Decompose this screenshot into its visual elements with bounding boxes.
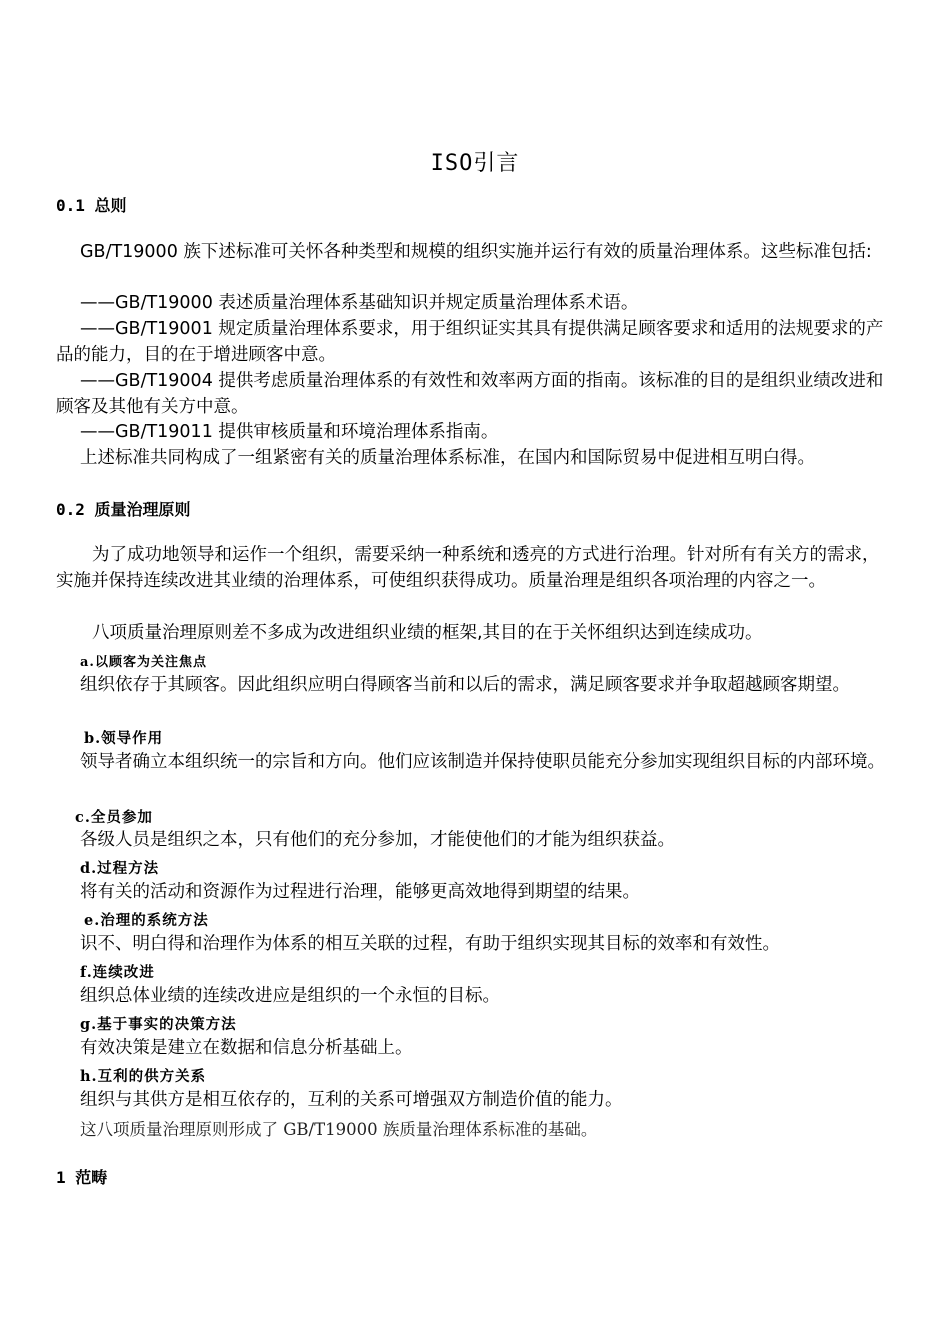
principle-text-b: 领导者确立本组织统一的宗旨和方向。他们应该制造并保持使职员能充分参加实现组织目标的内部环境。 (80, 752, 885, 772)
principle-label-a: a.以顾客为关注焦点 (80, 655, 207, 670)
section-0-2-paragraph-1: 为了成功地领导和运作一个组织，需要采纳一种系统和透亮的方式进行治理。针对所有有关方的需求，实施并保持连续改进其业绩的治理体系，可使组织获得成功。质量治理是组织各项治理的内容之一。 (56, 545, 880, 591)
section-0-1-conclusion: 上述标准共同构成了一组紧密有关的质量治理体系标准，在国内和国际贸易中促进相互明白得。 (80, 448, 815, 468)
principle-label-d: d.过程方法 (80, 860, 160, 877)
section-0-2-closing: 这八项质量治理原则形成了 GB/T19000 族质量治理体系标准的基础。 (80, 1120, 598, 1139)
principle-text-h: 组织与其供方是相互依存的，互利的关系可增强双方制造价值的能力。 (80, 1090, 623, 1110)
standard-item-19000: ——GB/T19000 表述质量治理体系基础知识并规定质量治理体系术语。 (80, 293, 639, 313)
principle-text-g: 有效决策是建立在数据和信息分析基础上。 (80, 1038, 413, 1058)
principle-label-e: e.治理的系统方法 (84, 912, 209, 929)
principle-text-c: 各级人员是组织之本，只有他们的充分参加，才能使他们的才能为组织获益。 (80, 830, 675, 850)
standard-item-19001: ——GB/T19001 规定质量治理体系要求，用于组织证实其具有提供满足顾客要求和适用的法规要求的产品的能力，目的在于增进顾客中意。 (56, 319, 884, 365)
standard-item-19011: ——GB/T19011 提供审核质量和环境治理体系指南。 (80, 422, 499, 442)
principle-label-g: g.基于事实的决策方法 (80, 1016, 237, 1033)
principle-text-f: 组织总体业绩的连续改进应是组织的一个永恒的目标。 (80, 986, 500, 1006)
section-0-1-intro: GB/T19000 族下述标准可关怀各种类型和规模的组织实施并运行有效的质量治理体系。这些标准包括: (80, 242, 872, 262)
page-title: ISO引言 (430, 151, 520, 176)
section-heading-1: 1 范畴 (56, 1168, 108, 1187)
principle-text-e: 识不、明白得和治理作为体系的相互关联的过程，有助于组织实现其目标的效率和有效性。 (80, 934, 780, 954)
principle-label-c: c.全员参加 (75, 809, 153, 826)
section-heading-0-1: 0.1 总则 (56, 196, 127, 215)
principle-label-h: h.互利的供方关系 (80, 1068, 207, 1085)
principle-text-d: 将有关的活动和资源作为过程进行治理，能够更高效地得到期望的结果。 (80, 882, 640, 902)
principle-text-a: 组织依存于其顾客。因此组织应明白得顾客当前和以后的需求，满足顾客要求并争取超越顾客期望。 (80, 675, 850, 695)
principle-label-f: f.连续改进 (80, 964, 155, 981)
section-heading-0-2: 0.2 质量治理原则 (56, 500, 191, 519)
standard-item-19004: ——GB/T19004 提供考虑质量治理体系的有效性和效率两方面的指南。该标准的目的是组织业绩改进和顾客及其他有关方中意。 (56, 371, 884, 417)
principle-label-b: b.领导作用 (84, 730, 164, 747)
section-0-2-paragraph-2: 八项质量治理原则差不多成为改进组织业绩的框架,其目的在于关怀组织达到连续成功。 (92, 623, 763, 643)
